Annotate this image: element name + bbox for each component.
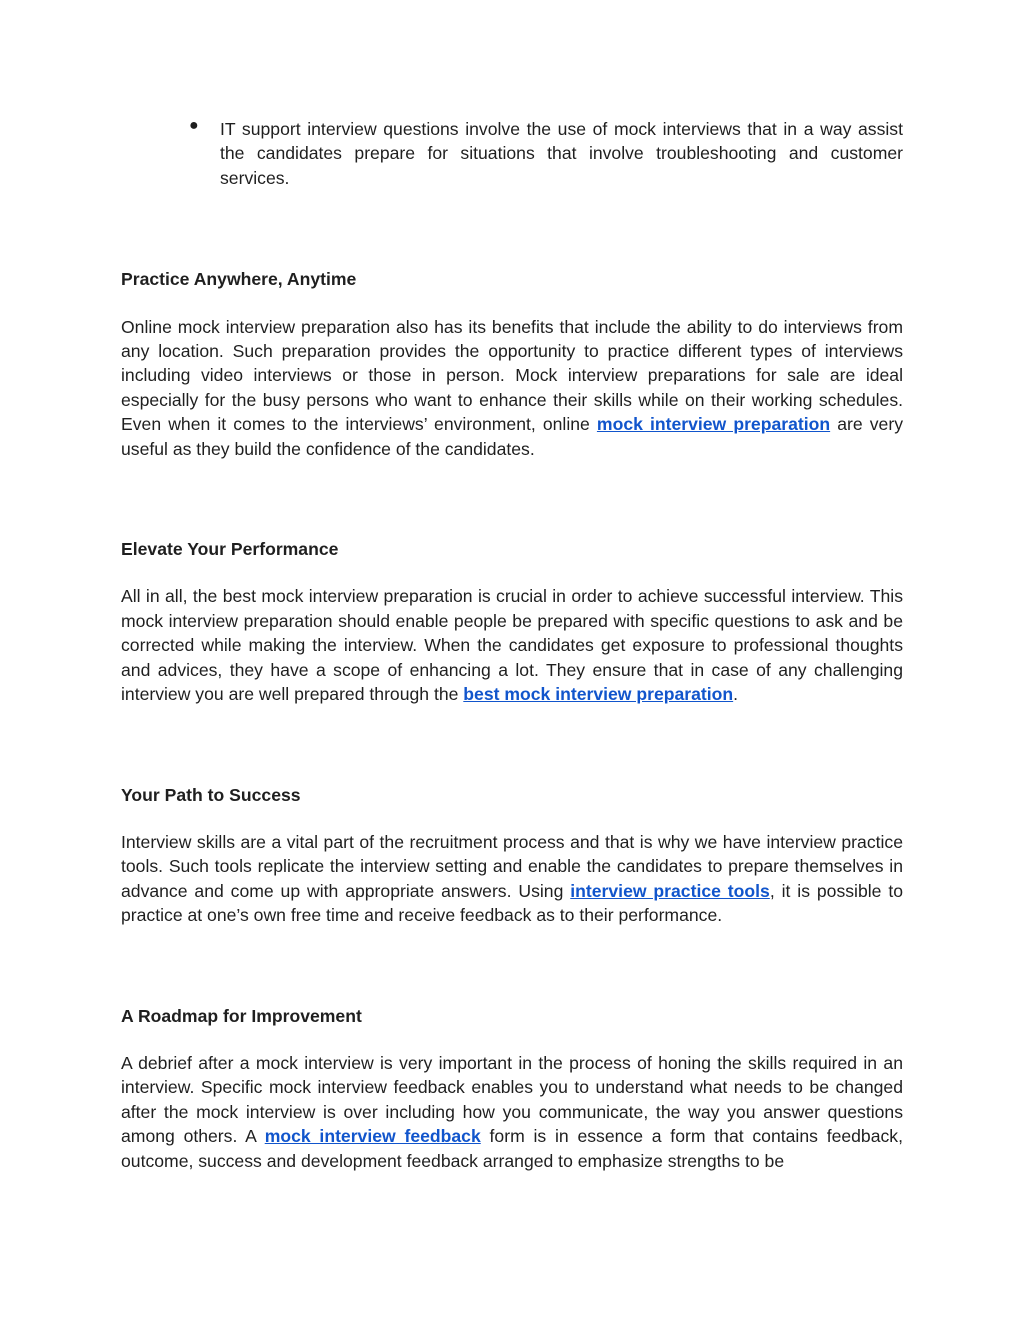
bullet-text: IT support interview questions involve the use of mock interviews that in a way assist the candidates prepare for situations that involve troubleshooting and customer services. (220, 119, 903, 188)
section-paragraph-success (121, 830, 903, 928)
paragraph-text: , it is possible to practice at one’s own free time and receive feedback as to their performance. (121, 880, 903, 926)
bullet-marker: ● (189, 117, 199, 134)
paragraph-text: . (733, 684, 739, 705)
paragraph-text: Interview skills are a vital part of the recruitment process and that is why we have interview practice tools. Such tools replicate the interview setting and enable the candidates to prepare themselves in advance and come up with appropriate answers. Using (121, 831, 903, 901)
paragraph-text: All in all, the best mock interview preparation is crucial in order to achieve successful interview. This mock interview preparation should enable people be prepared with specific questions to ask and be corrected while making the interview. When the candidates get exposure to professional thoughts and advices, they have a scope of enhancing a lot. They ensure that in case of any challenging interview you are well prepared through the (121, 586, 903, 705)
mock-interview-feedback-link[interactable]: mock interview feedback (264, 1126, 481, 1147)
bullet-item (121, 117, 903, 190)
section-paragraph-performance (121, 584, 903, 706)
interview-practice-tools-link[interactable]: interview practice tools (570, 880, 770, 901)
paragraph-text: are very useful as they build the confidence of the candidates. (121, 414, 903, 459)
section-heading-practice: Practice Anywhere, Anytime (121, 269, 357, 290)
best-mock-interview-preparation-link[interactable]: best mock interview preparation (463, 684, 734, 705)
section-heading-performance: Elevate Your Performance (121, 539, 339, 560)
paragraph-text: Online mock interview preparation also has its benefits that include the ability to do interviews from any location. Such preparation provides the opportunity to practice different types of interviews including video interviews or those in person. Mock interview preparations for sale are ideal especially for the busy persons who want to enhance their skills while on their working schedules. Even when it comes to the interviews’ environment, online (121, 316, 903, 435)
section-heading-roadmap: A Roadmap for Improvement (121, 1005, 362, 1026)
section-paragraph-practice (121, 315, 903, 461)
paragraph-text: form is in essence a form that contains feedback, outcome, success and development feedback arranged to emphasize strengths to be (121, 1126, 903, 1171)
paragraph-text: A debrief after a mock interview is very important in the process of honing the skills required in an interview. Specific mock interview feedback enables you to understand what needs to be changed after the mock interview is over including how you communicate, the way you answer questions among others. A (121, 1052, 903, 1147)
document-page (121, 117, 903, 1173)
section-heading-success: Your Path to Success (121, 784, 301, 805)
section-paragraph-roadmap (121, 1051, 903, 1173)
mock-interview-preparation-link[interactable]: mock interview preparation (596, 414, 831, 435)
